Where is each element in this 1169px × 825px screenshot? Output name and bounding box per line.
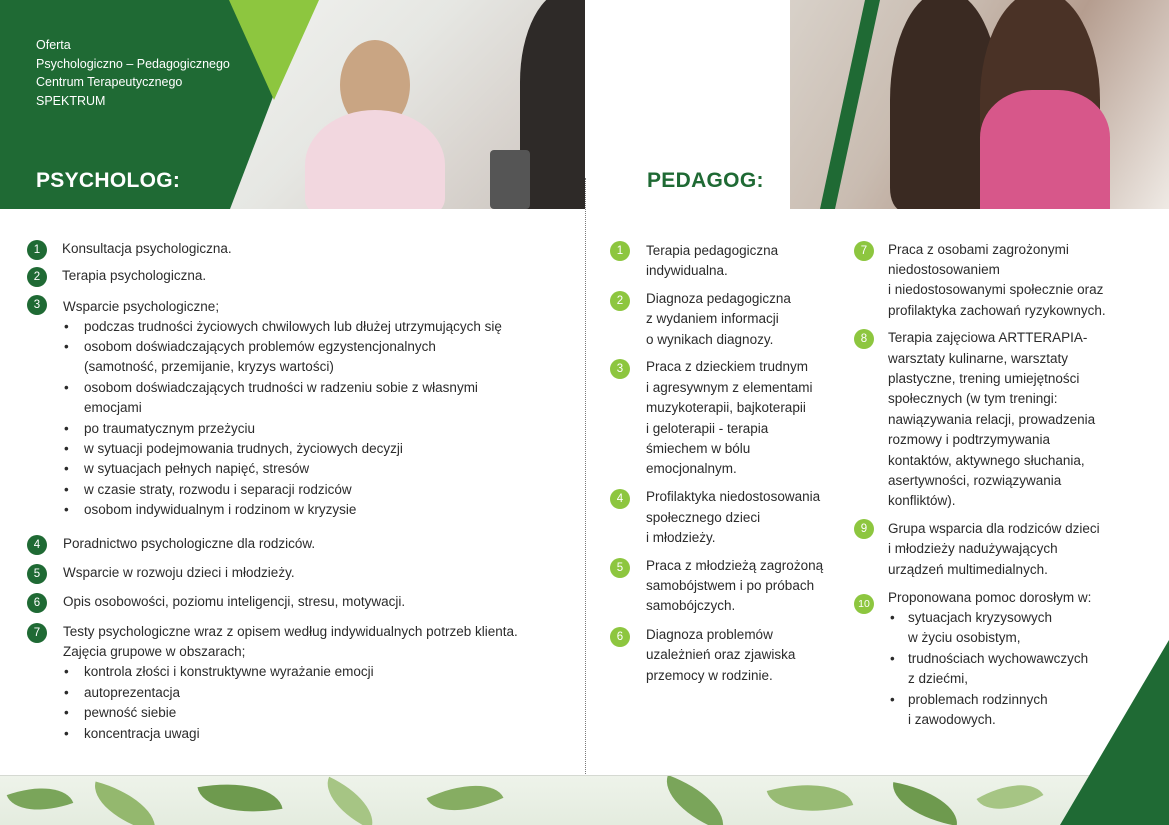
leaf-icon [767,775,854,825]
number-badge: 10 [854,594,874,614]
list-item-continued: samobójstwem i po próbach [646,578,815,593]
bullet-dot: • [64,705,69,720]
list-item: Proponowana pomoc dorosłym w: [888,590,1092,605]
list-item: Testy psychologiczne wraz z opisem według indywidualnych potrzeb klienta. [63,624,518,639]
sub-item-continued: w życiu osobistym, [908,630,1021,645]
sub-item-continued: i zawodowych. [908,712,996,727]
sub-item-continued: z dziećmi, [908,671,969,686]
number-badge: 1 [610,241,630,261]
number-badge: 5 [610,558,630,578]
leaf-icon [888,782,962,825]
sub-item: w sytuacji podejmowania trudnych, życiowych decyzji [84,441,403,456]
list-item: Terapia pedagogiczna [646,243,779,258]
sub-item: w sytuacjach pełnych napięć, stresów [84,461,310,476]
leaf-icon [87,782,163,825]
list-item-continued: indywidualna. [646,263,728,278]
list-item-continued: muzykoterapii, bajkoterapii [646,400,806,415]
leaf-icon [427,775,504,825]
list-item: Diagnoza pedagogiczna [646,291,791,306]
list-item-continued: samobójczych. [646,598,736,613]
list-item: Poradnictwo psychologiczne dla rodziców. [63,536,316,551]
list-item: Konsultacja psychologiczna. [62,241,232,256]
offer-line: SPEKTRUM [36,93,106,108]
sub-item: osobom doświadczających problemów egzystencjonalnych [84,339,436,354]
offer-line: Psychologiczno – Pedagogicznego [36,56,230,71]
bullet-dot: • [64,502,69,517]
number-badge: 3 [27,295,47,315]
sub-item: podczas trudności życiowych chwilowych lub dłużej utrzymujących się [84,319,502,334]
list-item: Praca z osobami zagrożonymi [888,242,1069,257]
bullet-dot: • [64,339,69,354]
list-item-continued: profilaktyka zachowań ryzykownych. [888,303,1106,318]
leaf-icon [7,775,74,823]
list-item-continued: warsztaty kulinarne, warsztaty [888,351,1069,366]
offer-line: Oferta [36,38,71,52]
bullet-dot: • [64,380,69,395]
number-badge: 8 [854,329,874,349]
sub-item: trudnościach wychowawczych [908,651,1089,666]
list-item: Profilaktyka niedostosowania [646,489,821,504]
list-item-continued: i młodzieży nadużywających [888,541,1058,556]
list-item: Terapia zajęciowa ARTTERAPIA- [888,330,1088,345]
list-item-continued: społecznych (w tym treningi: [888,391,1058,406]
number-badge: 7 [27,623,47,643]
list-item-continued: i agresywnym z elementami [646,380,813,395]
number-badge: 5 [27,564,47,584]
list-item-continued: emocjonalnym. [646,461,737,476]
list-item: Opis osobowości, poziomu inteligencji, stresu, motywacji. [63,594,406,609]
psycholog-title: PSYCHOLOG: [36,169,181,192]
sub-item: problemach rodzinnych [908,692,1048,707]
number-badge: 4 [27,535,47,555]
list-item-continued: kontaktów, aktywnego słuchania, [888,453,1085,468]
list-item-continued: plastyczne, trening umiejętności [888,371,1080,386]
list-item: Praca z dzieckiem trudnym [646,359,809,374]
list-item: Wsparcie w rozwoju dzieci i młodzieży. [63,565,295,580]
list-item-continued: niedostosowaniem [888,262,1000,277]
number-badge: 1 [27,240,47,260]
list-item-continued: Zajęcia grupowe w obszarach; [63,644,246,659]
bullet-dot: • [64,421,69,436]
bullet-dot: • [64,441,69,456]
list-item-continued: asertywności, rozwiązywania [888,473,1062,488]
offer-line: Centrum Terapeutycznego [36,75,183,89]
bottom-leaves-band [0,775,1169,825]
bullet-dot: • [890,610,895,625]
list-item-continued: z wydaniem informacji [646,311,779,326]
leaf-icon [316,777,383,825]
sub-item: sytuacjach kryzysowych [908,610,1053,625]
number-badge: 9 [854,519,874,539]
sub-item-continued: emocjami [84,400,142,415]
list-item: Wsparcie psychologiczne; [63,299,220,314]
bullet-dot: • [890,692,895,707]
number-badge: 6 [610,627,630,647]
list-item-continued: o wynikach diagnozy. [646,332,774,347]
sub-item: autoprezentacja [84,685,181,700]
pedagog-title: PEDAGOG: [647,169,764,192]
list-item-continued: i niedostosowanymi społecznie oraz [888,282,1104,297]
bullet-dot: • [64,726,69,741]
offer-heading [36,36,230,110]
list-item: Grupa wsparcia dla rodziców dzieci [888,521,1100,536]
sub-item: w czasie straty, rozwodu i separacji rodziców [84,482,352,497]
list-item: Terapia psychologiczna. [62,268,207,283]
number-badge: 2 [610,291,630,311]
sub-item: koncentracja uwagi [84,726,200,741]
leaf-icon [197,775,282,823]
number-badge: 6 [27,593,47,613]
list-item-continued: uzależnień oraz zjawiska [646,647,796,662]
page-fold-divider [585,178,586,778]
bullet-dot: • [890,651,895,666]
sub-item: osobom doświadczających trudności w radzeniu sobie z własnymi [84,380,478,395]
list-item-continued: urządzeń multimedialnych. [888,562,1048,577]
list-item-continued: śmiechem w bólu [646,441,751,456]
list-item-continued: nawiązywania relacji, prowadzenia [888,412,1096,427]
number-badge: 4 [610,489,630,509]
leaf-icon [977,775,1044,825]
sub-item: pewność siebie [84,705,177,720]
number-badge: 7 [854,241,874,261]
sub-item-continued: (samotność, przemijanie, kryzys wartości) [84,359,334,374]
bullet-dot: • [64,319,69,334]
list-item: Diagnoza problemów [646,627,773,642]
number-badge: 2 [27,267,47,287]
number-badge: 3 [610,359,630,379]
bullet-dot: • [64,461,69,476]
sub-item: kontrola złości i konstruktywne wyrażanie emocji [84,664,374,679]
list-item-continued: społecznego dzieci [646,510,761,525]
list-item-continued: konfliktów). [888,493,956,508]
bullet-dot: • [64,664,69,679]
sub-item: po traumatycznym przeżyciu [84,421,256,436]
bullet-dot: • [64,685,69,700]
sub-item: osobom indywidualnym i rodzinom w kryzysie [84,502,357,517]
leaf-icon [656,775,733,825]
list-item: Praca z młodzieżą zagrożoną [646,558,824,573]
bullet-dot: • [64,482,69,497]
list-item-continued: i młodzieży. [646,530,716,545]
list-item-continued: i geloterapii - terapia [646,421,769,436]
list-item-continued: przemocy w rodzinie. [646,668,773,683]
list-item-continued: rozmowy i podtrzymywania [888,432,1051,447]
